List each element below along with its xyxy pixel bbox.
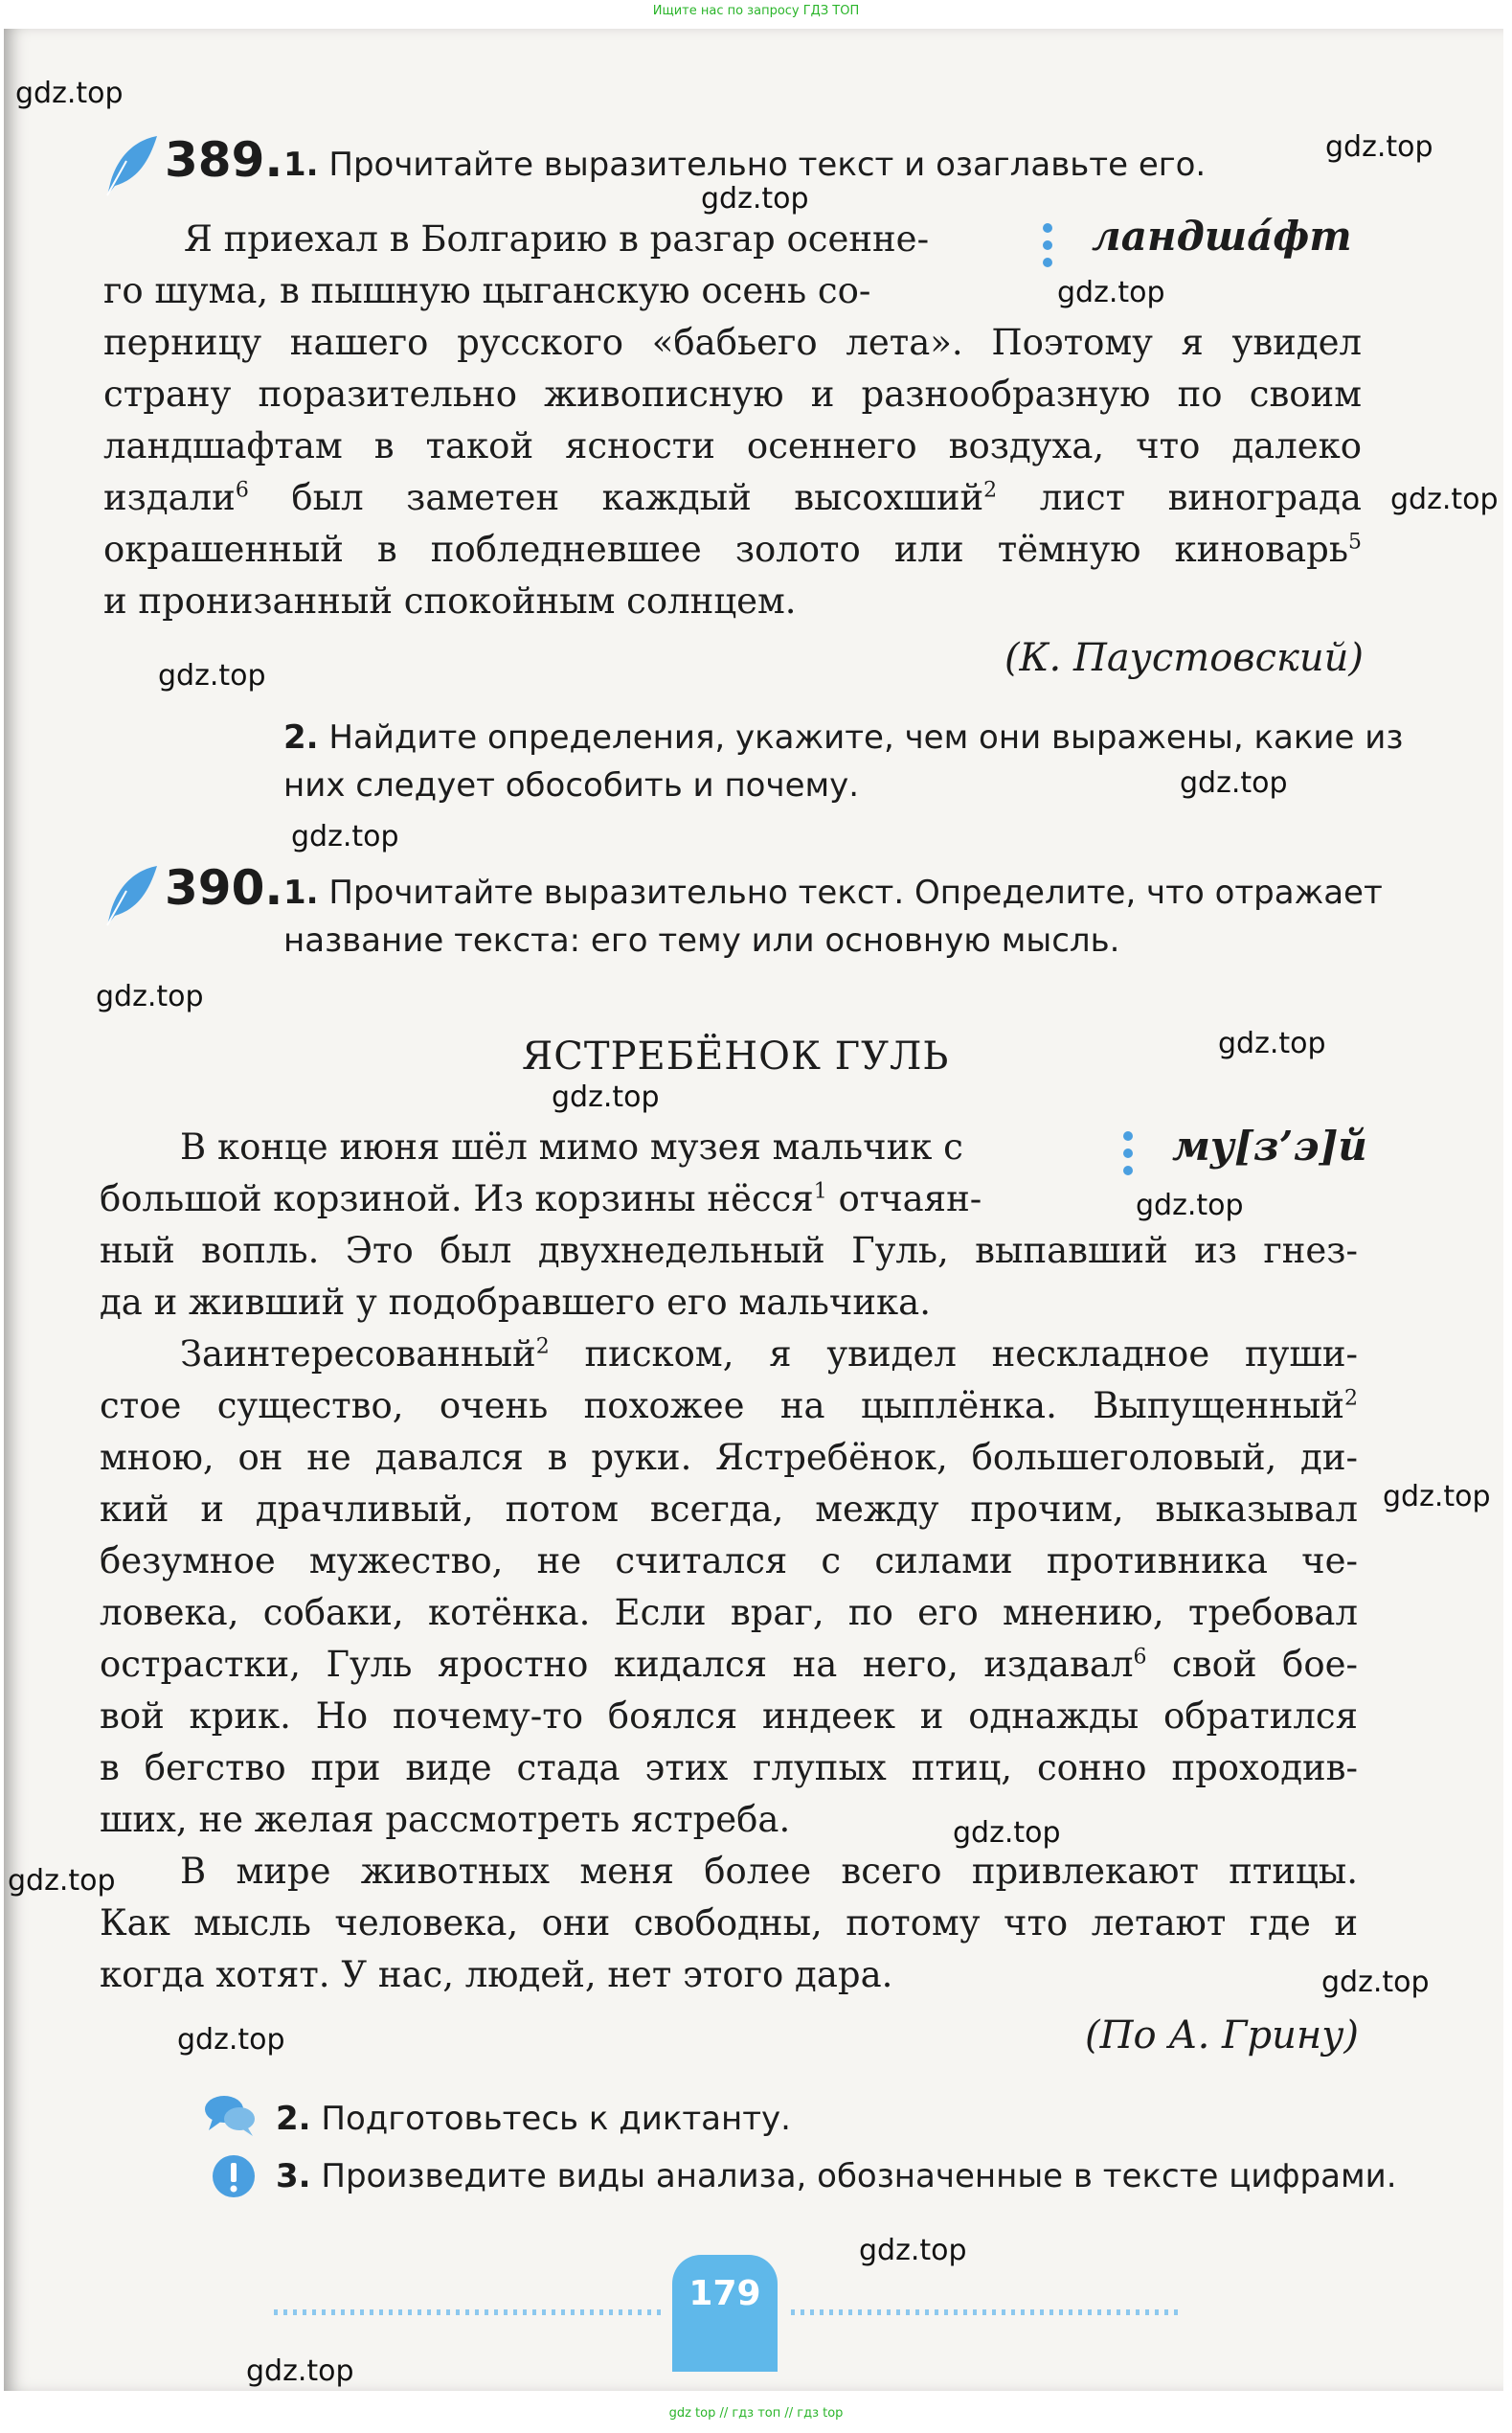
footer-dotted-line [274,2303,666,2322]
task-instruction [276,2098,791,2140]
page-number-tab [672,2255,778,2372]
margin-dots-icon [1120,1128,1136,1178]
watermark: gdz.top [1325,130,1433,164]
watermark: gdz.top [1136,1189,1244,1222]
task-text: Произведите виды анализа, обозначенные в тексте цифрами. [321,2157,1397,2195]
watermark: gdz.top [1321,1966,1430,1999]
text-title: ЯСТРЕБЁНОК ГУЛЬ [522,1035,950,1079]
text-line: В конце июня шёл мимо музея мальчик с [180,1126,963,1168]
watermark: gdz.top [96,980,204,1013]
watermark: gdz.top [1390,483,1499,516]
quill-icon [102,132,161,201]
task-text: Подготовьтесь к диктанту. [321,2100,791,2138]
watermark: gdz.top [158,659,266,693]
text-line: кий и драчливый, потом всегда, между прочим, выказывал [100,1489,1358,1530]
watermark: gdz.top [15,77,124,110]
text-line: ный вопль. Это был двухнедельный Гуль, выпавший из гнез- [100,1230,1358,1271]
task-part-number: 3. [276,2157,311,2195]
exercise-number: 389. [165,132,283,188]
watermark: gdz.top [552,1080,660,1114]
watermark: gdz.top [291,820,399,853]
text-line: ших, не желая рассмотреть ястреба. [100,1799,791,1840]
watermark: gdz.top [1180,766,1288,800]
watermark: gdz.top [859,2234,967,2267]
task-text: Найдите определения, укажите, чем они выражены, какие из [328,718,1404,757]
exclamation-icon [211,2153,257,2199]
text-line: стое существо, очень похожее на цыплёнка. Выпущенный$^2$ [100,1385,1358,1426]
watermark: gdz.top [701,182,809,216]
quill-icon [102,862,161,931]
text-line: вой крик. Но почему-то боялся индеек и однажды обратился [100,1695,1358,1737]
watermark: gdz.top [953,1816,1061,1850]
author-signature: (По А. Грину) [1084,2013,1359,2058]
text-line: большой корзиной. Из корзины нёсся$^1$ отчаян- [100,1178,982,1219]
task-text: них следует обособить и почему. [283,766,860,805]
task-instruction [283,144,1206,186]
task-part-number: 2. [276,2100,311,2138]
page-number: 179 [688,2274,761,2313]
text-line: ландшафтам в такой ясности осеннего воздуха, что далеко [103,425,1362,466]
bottom-banner: gdz top // гдз топ // гдз top [668,2406,844,2421]
watermark: gdz.top [1057,276,1165,309]
text-line: и пронизанный спокойным солнцем. [103,580,797,622]
top-banner: Ищите нас по запросу ГДЗ ТОП [652,4,860,18]
exercise-number: 390. [165,860,283,916]
watermark: gdz.top [246,2354,354,2388]
chat-bubbles-icon [203,2092,257,2138]
watermark: gdz.top [1218,1027,1326,1060]
vocabulary-word: му[з’э]й [1172,1123,1367,1170]
text-line: го шума, в пышную цыганскую осень со- [103,270,871,311]
text-line: перницу нашего русского «бабьего лета». Поэтому я увидел [103,322,1362,363]
task-text: название текста: его тему или основную мысль. [283,921,1120,960]
task-instruction [283,716,1403,759]
task-text: Прочитайте выразительно текст и озаглавьте его. [328,146,1207,184]
task-part-number: 1. [283,874,319,912]
text-line: издали$^6$ был заметен каждый высохший$^2$ лист винограда [103,477,1362,518]
text-line: в бегство при виде стада этих глупых птиц, сонно проходив- [100,1747,1358,1788]
text-line: безумное мужество, не считался с силами противника че- [100,1540,1358,1581]
text-line: В мире животных меня более всего привлекают птицы. [180,1851,1358,1892]
watermark: gdz.top [177,2023,285,2057]
watermark: gdz.top [8,1864,116,1898]
text-line: острастки, Гуль яростно кидался на него, издавал$^6$ свой бое- [100,1644,1358,1685]
task-part-number: 2. [283,718,319,757]
text-line: окрашенный в побледневшее золото или тёмную киноварь$^5$ [103,529,1362,570]
text-line: Как мысль человека, они свободны, потому что летают где и [100,1902,1358,1944]
text-line: Я приехал в Болгарию в разгар осенне- [184,218,930,260]
task-instruction [283,872,1383,914]
margin-dots-icon [1040,220,1055,270]
task-part-number: 1. [283,146,319,184]
text-line: когда хотят. У нас, людей, нет этого дара. [100,1954,893,1995]
task-instruction [276,2155,1397,2197]
vocabulary-word: ландша́фт [1092,213,1352,260]
task-text: Прочитайте выразительно текст. Определите, что отражает [328,874,1383,912]
text-line: мною, он не давался в руки. Ястребёнок, большеголовый, ди- [100,1437,1358,1478]
text-line: страну поразительно живописную и разнообразную по своим [103,374,1362,415]
footer-dotted-line [791,2303,1184,2322]
text-line: ловека, собаки, котёнка. Если враг, по его мнению, требовал [100,1592,1358,1633]
text-line: да и живший у подобравшего его мальчика. [100,1282,932,1323]
text-line: Заинтересованный$^2$ писком, я увидел нескладное пуши- [180,1333,1358,1375]
watermark: gdz.top [1383,1480,1491,1513]
author-signature: (К. Паустовский) [1004,636,1364,680]
